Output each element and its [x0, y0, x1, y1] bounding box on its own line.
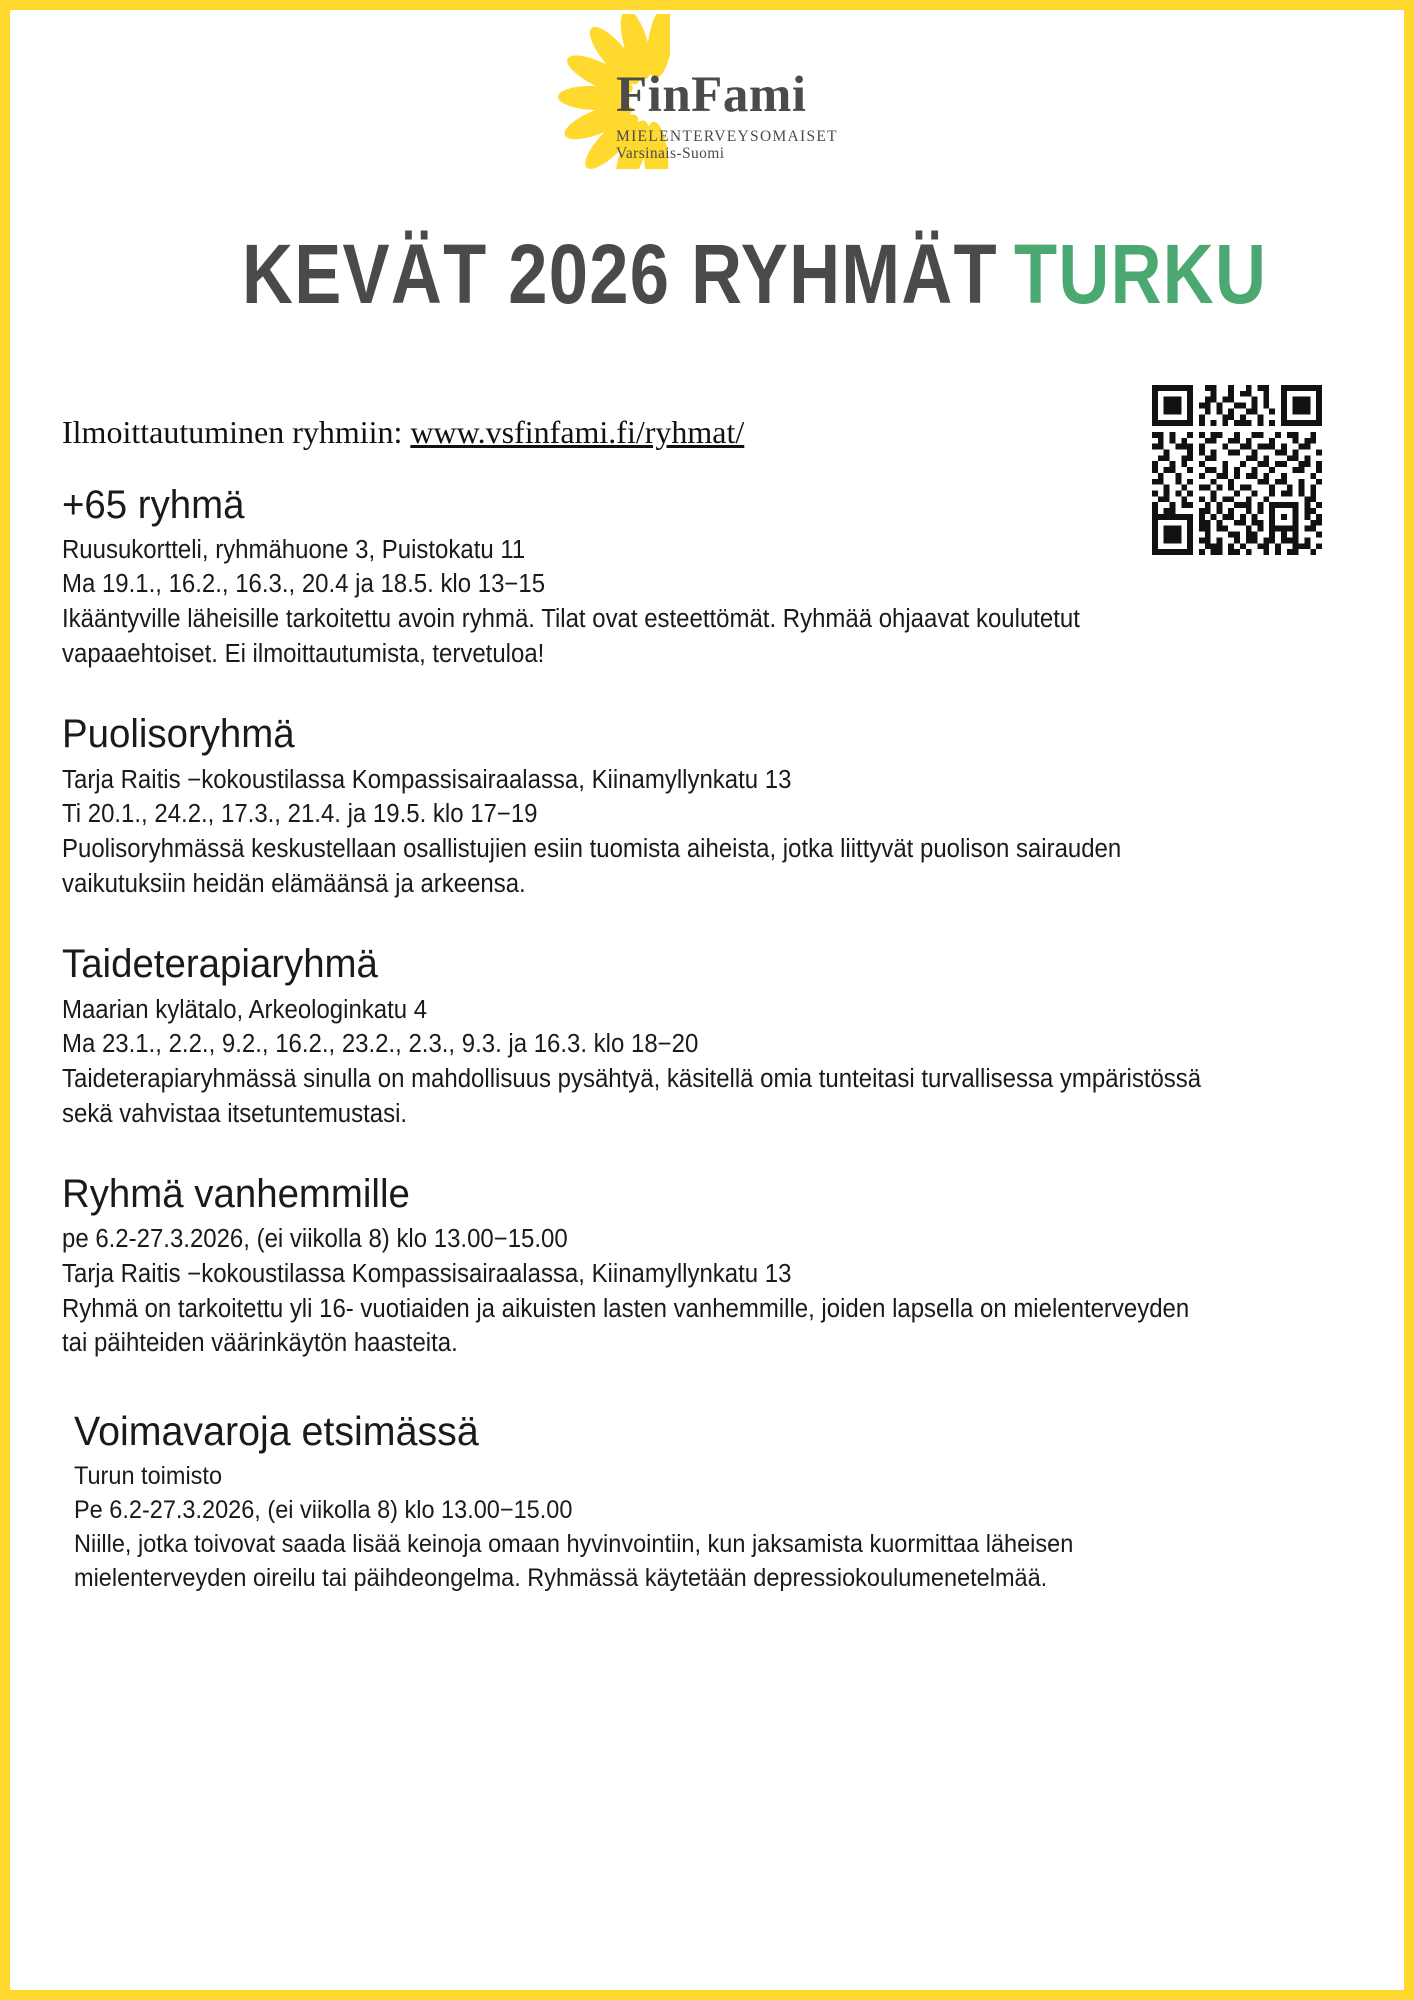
logo-subtitle-primary: MIELENTERVEYSOMAISET: [616, 128, 838, 145]
frame-border-bottom: [0, 1990, 1414, 2000]
group-title: +65 ryhmä: [62, 482, 245, 527]
group-schedule: Ma 19.1., 16.2., 16.3., 20.4 ja 18.5. klo 13−15: [62, 570, 546, 599]
signup-line: [62, 412, 1352, 454]
group-location: Turun toimisto: [74, 1462, 223, 1491]
group-location: Tarja Raitis −kokoustilassa Kompassisairaalassa, Kiinamyllynkatu 13: [62, 765, 792, 794]
logo-wordmark: FinFami: [616, 67, 807, 123]
group-card: [62, 482, 1352, 672]
group-description: Ikääntyville läheisille tarkoitettu avoin ryhmä. Tilat ovat esteettömät. Ryhmää ohjaavat koulutetut vapaaehtoiset. Ei ilmoittautumista, tervetuloa!: [62, 605, 1080, 668]
page-title: [0, 227, 1414, 321]
group-location: Maarian kylätalo, Arkeologinkatu 4: [62, 995, 428, 1024]
signup-prefix: Ilmoittautuminen ryhmiin:: [62, 414, 411, 450]
group-description: Niille, jotka toivovat saada lisää keinoja omaan hyvinvointiin, kun jaksamista kuormittaa läheisen mielenterveyden oireilu tai päihdeongelma. Ryhmässä käytetään depressiokoulumenetelmää.: [74, 1530, 1074, 1593]
group-location: Tarja Raitis −kokoustilassa Kompassisairaalassa, Kiinamyllynkatu 13: [62, 1260, 792, 1289]
group-card: [62, 941, 1352, 1131]
group-card: [62, 1407, 1352, 1595]
signup-url-link[interactable]: www.vsfinfami.fi/ryhmat/: [410, 414, 745, 450]
logo-subtitle-region: Varsinais-Suomi: [616, 145, 725, 163]
group-title: Taideterapiaryhmä: [62, 942, 378, 987]
page-title-season: KEVÄT 2026 RYHMÄT: [242, 227, 999, 321]
group-location: Ruusukortteli, ryhmähuone 3, Puistokatu 11: [62, 535, 526, 564]
group-title: Puolisoryhmä: [62, 712, 295, 757]
group-schedule: pe 6.2-27.3.2026, (ei viikolla 8) klo 13.00−15.00: [62, 1225, 568, 1254]
finfami-logo: [520, 14, 880, 174]
group-card: [62, 711, 1352, 901]
poster-content: [62, 412, 1352, 1621]
group-card: [62, 1171, 1352, 1361]
page-title-city: TURKU: [1014, 227, 1268, 321]
group-title: Voimavaroja etsimässä: [74, 1408, 479, 1455]
group-schedule: Ma 23.1., 2.2., 9.2., 16.2., 23.2., 2.3., 9.3. ja 16.3. klo 18−20: [62, 1030, 699, 1059]
frame-border-top: [0, 0, 1414, 10]
group-description: Ryhmä on tarkoitettu yli 16- vuotiaiden ja aikuisten lasten vanhemmille, joiden lapsella on mielenterveyden tai päihteiden väärinkäytön haasteita.: [62, 1294, 1190, 1358]
group-title: Ryhmä vanhemmille: [62, 1172, 410, 1217]
group-description: Taideterapiaryhmässä sinulla on mahdollisuus pysähtyä, käsitellä omia tunteitasi turvallisessa ympäristössä sekä vahvistaa itsetuntemustasi.: [62, 1064, 1202, 1128]
group-schedule: Pe 6.2-27.3.2026, (ei viikolla 8) klo 13.00−15.00: [74, 1496, 573, 1525]
group-description: Puolisoryhmässä keskustellaan osallistujien esiin tuomista aiheista, jotka liittyvät puolison sairauden vaikutuksiin heidän elämäänsä ja arkeensa.: [62, 835, 1122, 898]
group-schedule: Ti 20.1., 24.2., 17.3., 21.4. ja 19.5. klo 17−19: [62, 800, 538, 829]
